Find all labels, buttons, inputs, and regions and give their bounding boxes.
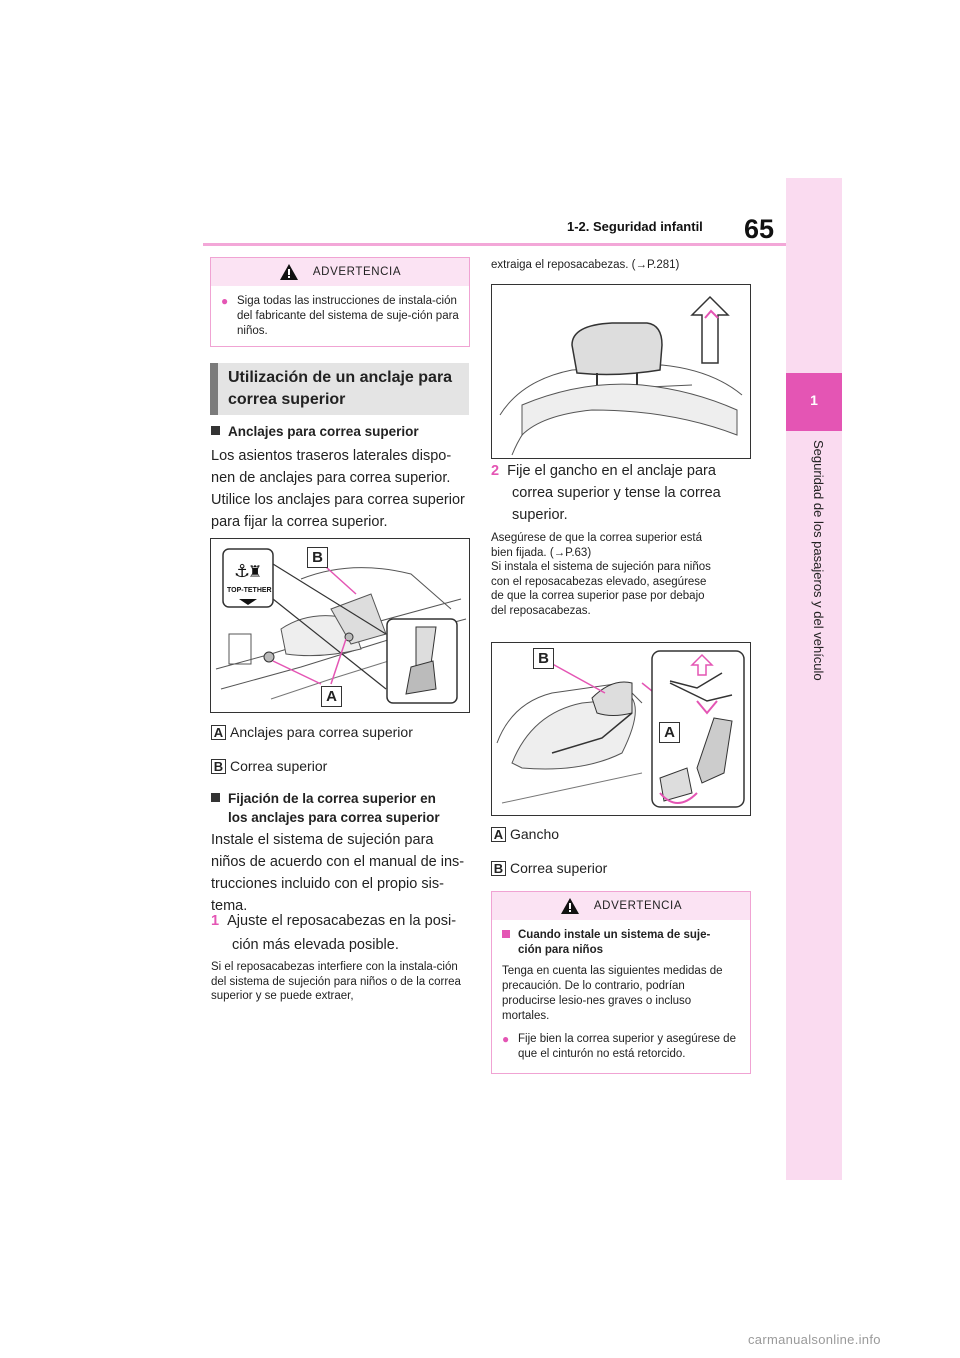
step-note-continued: extraiga el reposacabezas. (→P.281): [491, 259, 680, 271]
warning-content: [492, 920, 750, 1070]
label-box-b: B: [533, 648, 554, 669]
sub-heading: Fijación de la correa superior en los anclajes para correa superior: [211, 789, 440, 827]
legend-key: A: [491, 827, 506, 842]
label-box-a: A: [321, 686, 342, 707]
figure-hook-attach: [491, 642, 751, 816]
bullet-dot-icon: ●: [221, 294, 229, 308]
warning-text: Tenga en cuenta las siguientes medidas de precaución. De lo contrario, podrían producirse lesio-nes graves o incluso mortales.: [502, 965, 723, 1022]
warning-box: [210, 257, 470, 347]
section-heading: [210, 363, 469, 415]
warning-title: ADVERTENCIA: [593, 900, 683, 912]
section-heading-line1: Utilización de un anclaje para: [228, 369, 453, 386]
warning-triangle-icon: [279, 263, 299, 281]
legend-key: A: [211, 725, 226, 740]
square-bullet-icon: [211, 793, 220, 802]
warning-text: Siga todas las instrucciones de instala-ción del fabricante del sistema de suje-ción para niños.: [237, 295, 459, 337]
warning-header: [492, 892, 750, 920]
figure-tether-anchors: [210, 538, 470, 713]
warning-header: [211, 258, 469, 286]
sub-heading: Anclajes para correa superior: [211, 424, 419, 439]
section-heading-line2: correa superior: [228, 391, 346, 408]
label-box-a: A: [659, 722, 680, 743]
legend-key: B: [211, 759, 226, 774]
step-note: Asegúrese de que la correa superior está bien fijada. (→P.63) Si instala el sistema de sujeción para niños con el reposacabezas elevado, asegúrese de que la correa superior pase por debajo del reposacabezas.: [491, 532, 711, 617]
warning-item: [211, 286, 469, 347]
watermark: carmanualsonline.info: [748, 1332, 881, 1347]
chapter-number: 1: [810, 392, 818, 408]
svg-text:♜: ♜: [248, 562, 263, 581]
step-note: Si el reposacabezas interfiere con la instala-ción del sistema de sujeción para niños o de la correa superior y se puede extraer,: [211, 961, 461, 1002]
step-number: 2: [491, 463, 500, 479]
legend-key: B: [491, 861, 506, 876]
sticker-label: TOP-TETHER: [227, 587, 272, 594]
legend-item: [211, 758, 327, 774]
page-number: 65: [744, 214, 775, 244]
section-title: 1-2. Seguridad infantil: [567, 219, 703, 234]
square-bullet-icon: [211, 426, 220, 435]
headrest-illustration: [492, 285, 750, 458]
warning-box: [491, 891, 751, 1074]
label-box-b: B: [307, 547, 328, 568]
pink-square-icon: [502, 928, 518, 958]
step-2: 2 Fije el gancho en el anclaje para correa superior y tense la correa superior.: [491, 463, 721, 523]
legend-text: Correa superior: [510, 860, 608, 876]
legend-item: [491, 860, 607, 876]
step-number: 1: [211, 913, 220, 929]
warning-item: ● Fije bien la correa superior y asegúrese de que el cinturón no está retorcido.: [502, 1032, 736, 1060]
legend-text: Gancho: [510, 826, 560, 842]
figure-headrest: [491, 284, 751, 459]
hook-attach-illustration: [492, 643, 750, 815]
legend-text: Correa superior: [230, 758, 328, 774]
header-rule: [203, 243, 786, 246]
legend-item: [491, 826, 559, 842]
legend-text: Anclajes para correa superior: [230, 724, 413, 740]
paragraph: Utilice los anclajes para correa superior para fijar la correa superior.: [211, 492, 465, 530]
chapter-title: Seguridad de los pasajeros y del vehículo: [811, 440, 826, 681]
warning-triangle-icon: [560, 897, 580, 915]
paragraph: Instale el sistema de sujeción para niños de acuerdo con el manual de ins-trucciones incluido con el propio sis-tema.: [211, 832, 465, 914]
paragraph: Los asientos traseros laterales dispo-nen de anclajes para correa superior.: [211, 448, 452, 486]
warning-subheading: Cuando instale un sistema de suje- ción para niños: [502, 928, 740, 958]
legend-item: [211, 724, 413, 740]
step-1: 1 Ajuste el reposacabezas en la posi- ción más elevada posible.: [211, 913, 457, 953]
warning-title: ADVERTENCIA: [312, 266, 402, 278]
svg-text:⚓: ⚓: [234, 561, 251, 582]
bullet-dot-icon: ●: [502, 1032, 510, 1046]
